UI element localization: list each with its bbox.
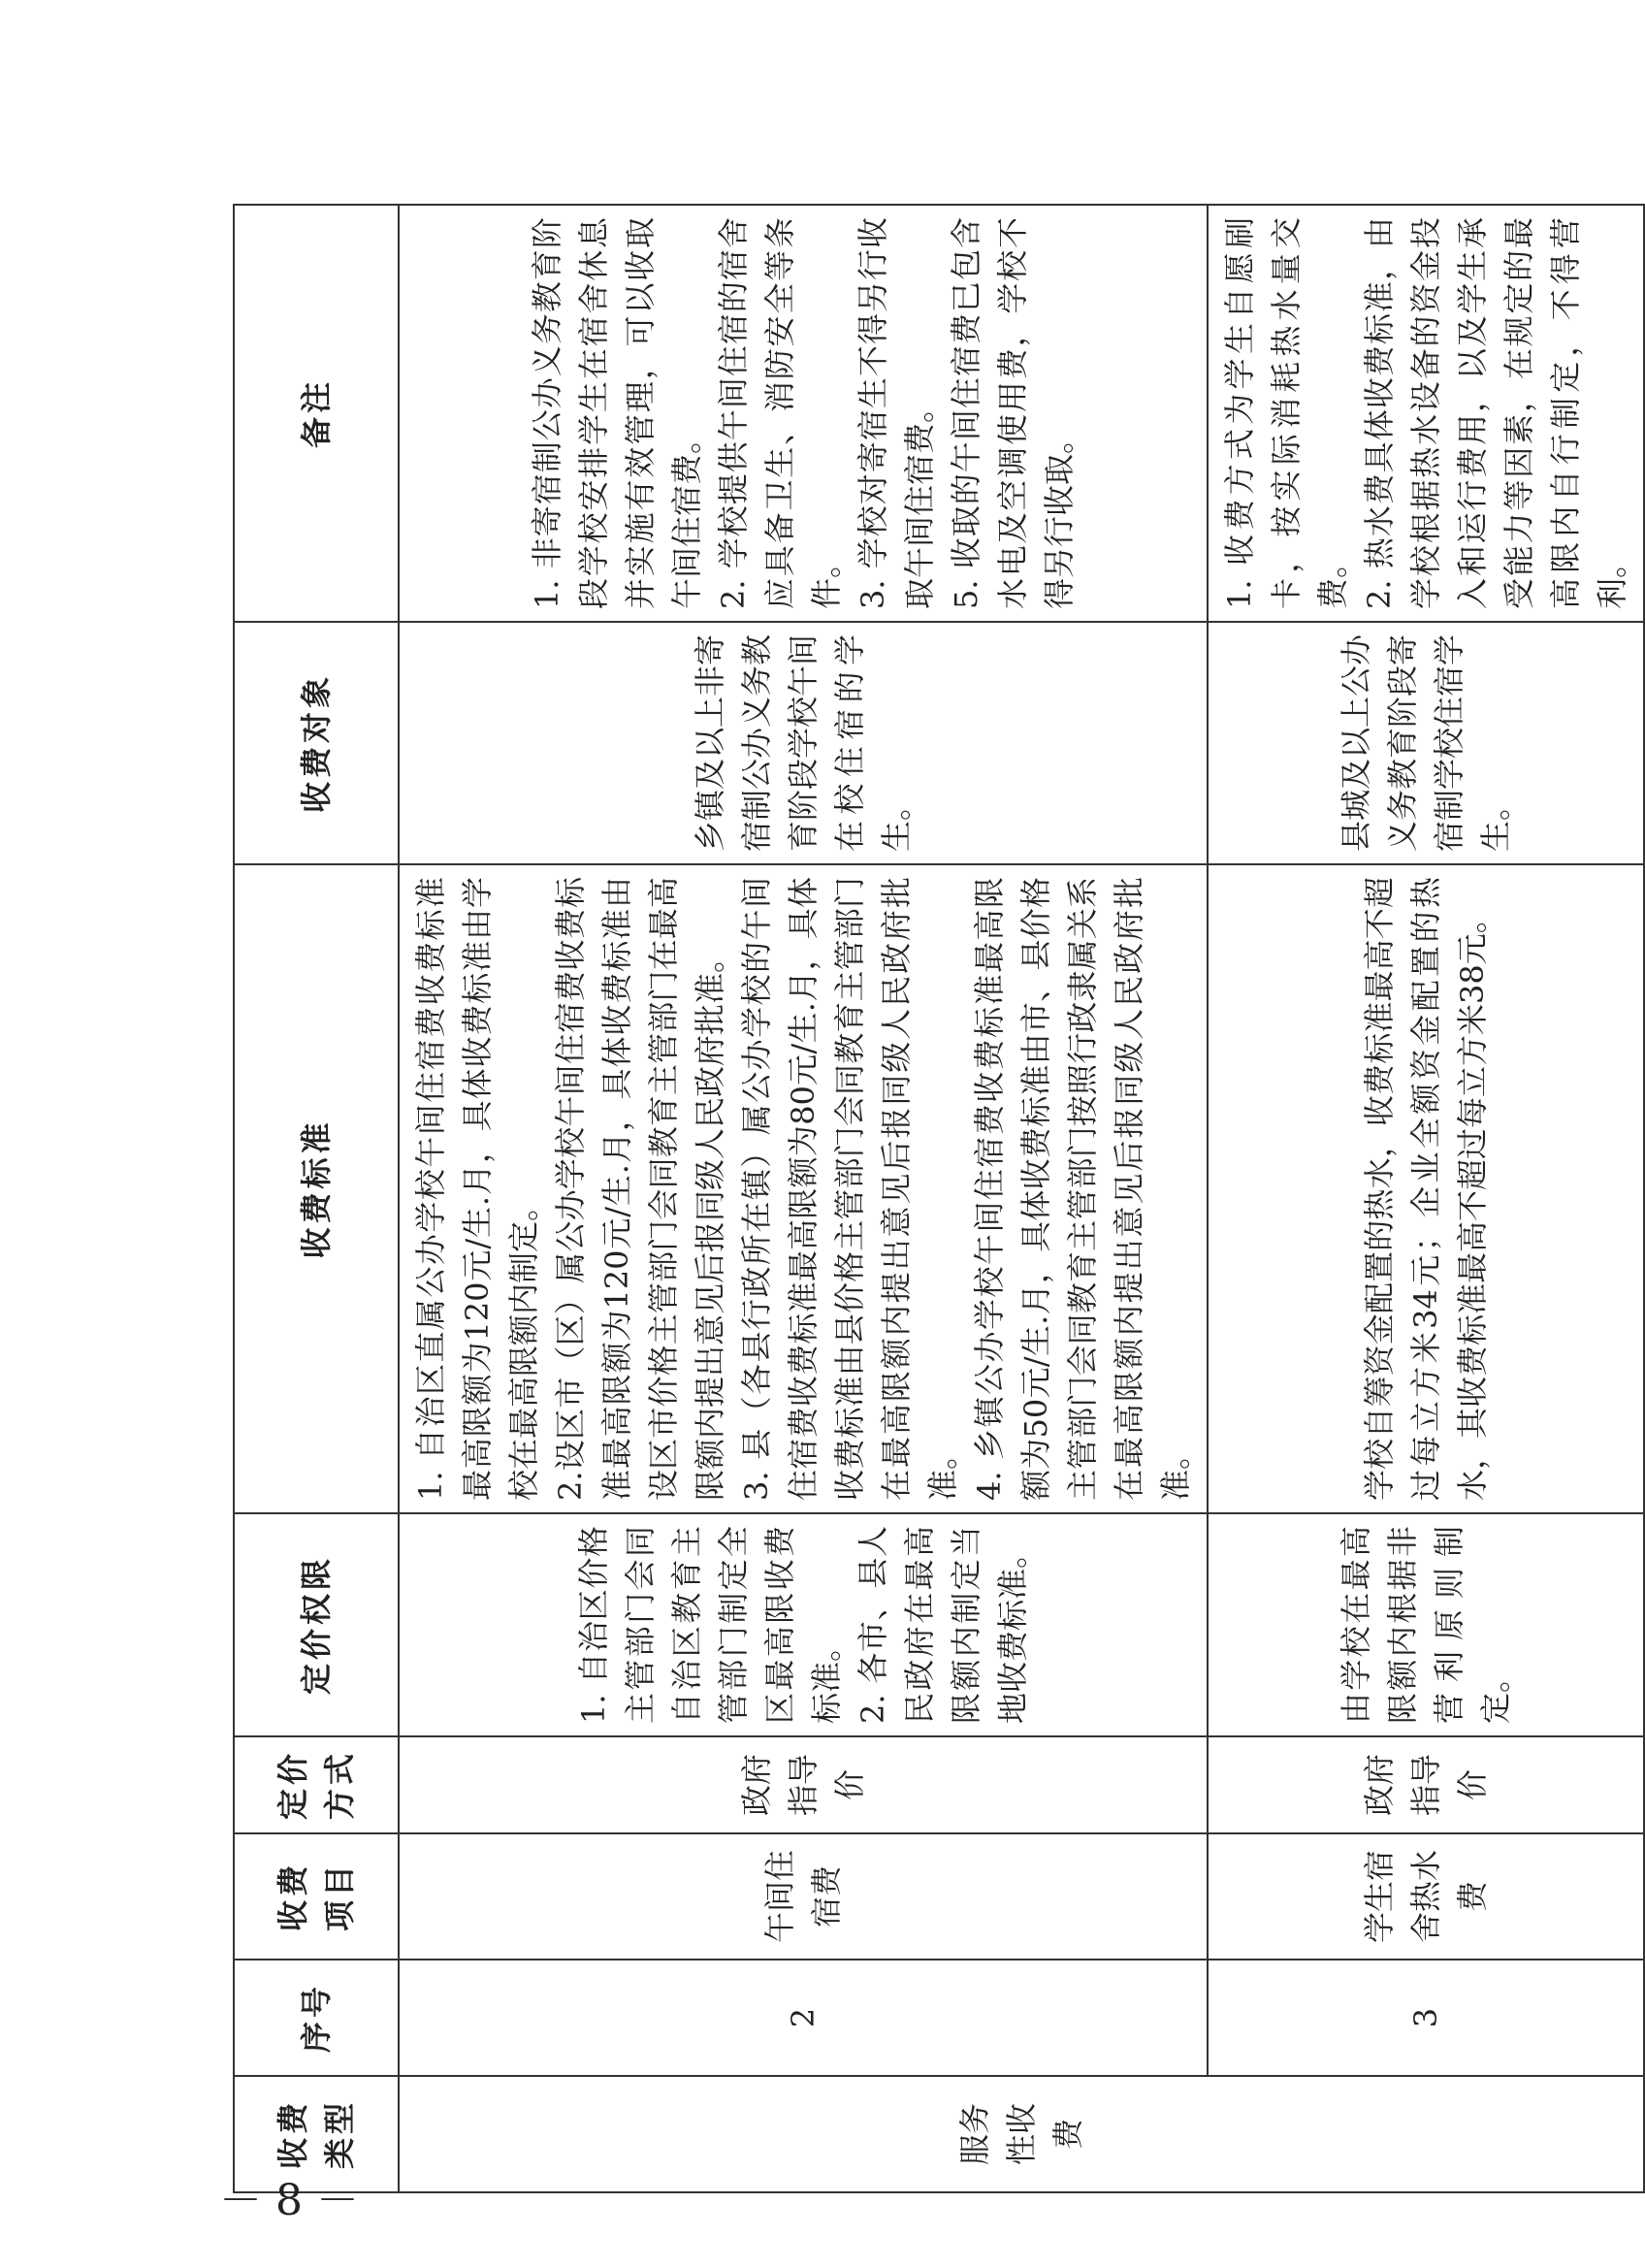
row-serial-number: 2	[399, 1960, 1208, 2076]
header-remarks: 备注	[234, 205, 399, 622]
row-fee-item: 学生宿舍热水费	[1208, 1833, 1644, 1960]
fee-category-cell: 服务性收费	[399, 2076, 1644, 2192]
row-remarks: 1. 非寄宿制公办义务教育阶段学校安排学生在宿舍休息并实施有效管理，可以收取午间住宿费。 2. 学校提供午间住宿的宿舍应具备卫生、消防安全等条件。 3. 学校对寄宿生不得另行收取午间住宿费。 5. 收取的午间住宿费已包含水电及空调使用费，学校不得另行收取。	[399, 205, 1208, 622]
row-fee-standard: 学校自筹资金配置的热水，收费标准最高不超过每立方米34元；企业全额资金配置的热水，其收费标准最高不超过每立方米38元。	[1208, 864, 1644, 1513]
row-pricing-mode: 政府指导价	[1208, 1736, 1644, 1833]
row-pricing-mode: 政府指导价	[399, 1736, 1208, 1833]
row-remarks: 1. 收费方式为学生自愿刷卡，按实际消耗热水量交费。 2. 热水费具体收费标准，由学校根据热水设备的资金投入和运行费用，以及学生承受能力等因素，在规定的最高限内自行制定，不得营利。	[1208, 205, 1644, 622]
fee-table-frame	[233, 206, 1630, 2193]
page-number: － 8 －	[219, 2176, 359, 2225]
row-fee-object: 乡镇及以上非寄宿制公办义务教育阶段学校午间在校住宿的学生。	[399, 622, 1208, 864]
header-pricing-mode: 定价方式	[234, 1736, 399, 1833]
table-row	[399, 205, 1208, 2192]
header-pricing-authority: 定价权限	[234, 1513, 399, 1736]
row-serial-number: 3	[1208, 1960, 1644, 2076]
header-serial-number: 序号	[234, 1960, 399, 2076]
table-header-row	[234, 205, 399, 2192]
row-pricing-authority: 由学校在最高限额内根据非营利原则制定。	[1208, 1513, 1644, 1736]
row-pricing-authority: 1. 自治区价格主管部门会同自治区教育主管部门制定全区最高限收费标准。 2. 各市、县人民政府在最高限额内制定当地收费标准。	[399, 1513, 1208, 1736]
fee-standard-table	[233, 204, 1645, 2193]
row-fee-object: 县城及以上公办义务教育阶段寄宿制学校住宿学生。	[1208, 622, 1644, 864]
header-fee-object: 收费对象	[234, 622, 399, 864]
header-fee-standard: 收费标准	[234, 864, 399, 1513]
row-fee-standard: 1. 自治区直属公办学校午间住宿费收费标准最高限额为120元/生.月，具体收费标准由学校在最高限额内制定。 2.设区市（区）属公办学校午间住宿费收费标准最高限额为120元/生.月，具体收费标准由设区市价格主管部门会同教育主管部门在最高限额内提出意见后报同级人民政府批准。 3. 县（各县行政所在镇）属公办学校的午间住宿费收费标准最高限额为80元/生.月，具体收费标准由县价格主管部门会同教育主管部门在最高限额内提出意见后报同级人民政府批准。 4. 乡镇公办学校午间住宿费收费标准最高限额为50元/生.月，具体收费标准由市、县价格主管部门会同教育主管部门按照行政隶属关系在最高限额内提出意见后报同级人民政府批准。	[399, 864, 1208, 1513]
row-fee-item: 午间住宿费	[399, 1833, 1208, 1960]
header-fee-item: 收费项目	[234, 1833, 399, 1960]
table-row	[1208, 205, 1644, 2192]
header-fee-type: 收费类型	[234, 2076, 399, 2192]
